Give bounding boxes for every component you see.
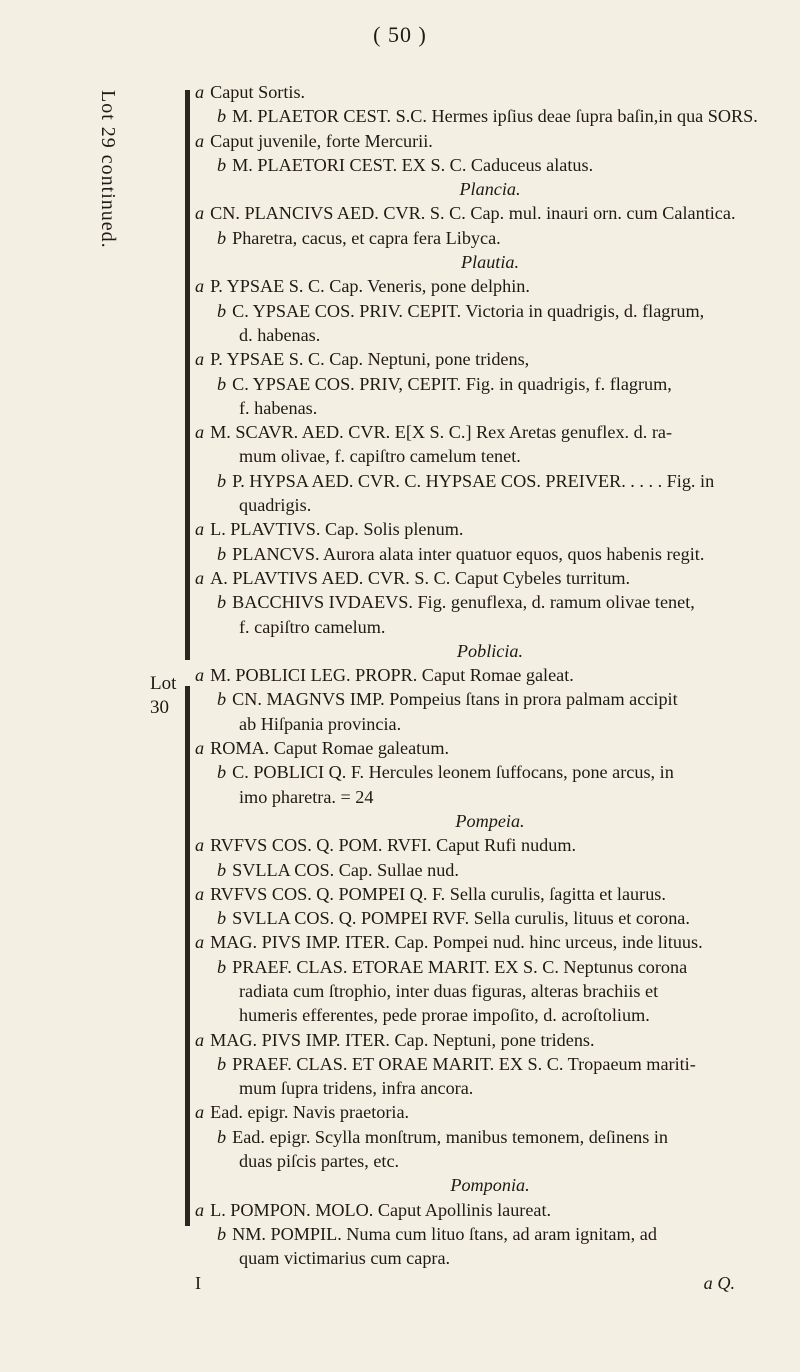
- entry-line: [195, 299, 785, 323]
- entry-line: [195, 687, 785, 711]
- entry-text: A. PLAVTIVS AED. CVR. S. C. Caput Cybeles turritum.: [210, 567, 631, 588]
- entry-text: PLANCVS. Aurora alata inter quatuor equos, quos habenis regit.: [232, 543, 705, 564]
- entry-text: M. SCAVR. AED. CVR. E[X S. C.] Rex Aretas genuflex. d. ra-: [210, 422, 672, 443]
- entry-line: [195, 1003, 785, 1027]
- entry-line: [195, 1222, 785, 1246]
- side-label: b: [217, 470, 227, 491]
- side-label: a: [195, 883, 205, 904]
- entry-text: PRAEF. CLAS. ET ORAE MARIT. EX S. C. Tropaeum mariti-: [232, 1053, 696, 1074]
- side-label: b: [217, 300, 227, 321]
- side-label: a: [195, 349, 205, 370]
- entry-line: [195, 930, 785, 954]
- entry-text: imo pharetra. = 24: [239, 786, 374, 807]
- entry-line: [195, 639, 785, 663]
- side-label: b: [217, 1053, 227, 1074]
- entry-text: quadrigis.: [239, 495, 312, 516]
- entry-text: Ead. epigr. Navis praetoria.: [210, 1102, 410, 1123]
- catchword: a Q.: [703, 1272, 735, 1293]
- side-label: a: [195, 130, 205, 151]
- entry-line: [195, 1198, 785, 1222]
- entry-text: radiata cum ſtrophio, inter duas figuras, alteras brachiis et: [239, 980, 659, 1001]
- side-label: a: [195, 932, 205, 953]
- side-label: a: [195, 1102, 205, 1123]
- entry-line: [195, 250, 785, 274]
- side-label: a: [195, 738, 205, 759]
- entry-text: CN. PLANCIVS AED. CVR. S. C. Cap. mul. inauri orn. cum Calantica.: [210, 203, 736, 224]
- entry-text: C. POBLICI Q. F. Hercules leonem ſuffocans, pone arcus, in: [232, 762, 674, 783]
- entry-text: M. PLAETOR CEST. S.C. Hermes ipſius deae ſupra baſin,in qua SORS.: [232, 106, 758, 127]
- entry-text: SVLLA COS. Cap. Sullae nud.: [232, 859, 459, 880]
- lot-bracket-rule-30: [185, 686, 190, 1226]
- entry-text: MAG. PIVS IMP. ITER. Cap. Pompei nud. hinc urceus, inde lituus.: [210, 932, 703, 953]
- page-footer: [195, 1271, 785, 1295]
- entry-text: CN. MAGNVS IMP. Pompeius ſtans in prora palmam accipit: [232, 689, 678, 710]
- entry-line: [195, 979, 785, 1003]
- entry-line: [195, 542, 785, 566]
- entry-line: [195, 615, 785, 639]
- side-label: b: [217, 1223, 227, 1244]
- entry-line: [195, 444, 785, 468]
- side-label: b: [217, 908, 227, 929]
- entry-text: mum olivae, f. capiſtro camelum tenet.: [239, 446, 521, 467]
- entry-text: Pompeia.: [455, 810, 525, 831]
- entry-text: Caput Sortis.: [210, 82, 306, 102]
- entry-text: C. YPSAE COS. PRIV, CEPIT. Fig. in quadrigis, f. flagrum,: [232, 373, 672, 394]
- entry-line: [195, 736, 785, 760]
- side-label: a: [195, 665, 205, 686]
- side-label: b: [217, 106, 227, 127]
- entry-text: d. habenas.: [239, 324, 321, 345]
- entry-line: [195, 1100, 785, 1124]
- entry-line: [195, 1076, 785, 1100]
- entry-text: quam victimarius cum capra.: [239, 1248, 451, 1269]
- side-label: b: [217, 227, 227, 248]
- entry-text: M. PLAETORI CEST. EX S. C. Caduceus alatus.: [232, 154, 594, 175]
- side-label: a: [195, 82, 205, 102]
- entry-text: M. POBLICI LEG. PROPR. Caput Romae galeat.: [210, 665, 574, 686]
- entry-line: [195, 1125, 785, 1149]
- entry-line: [195, 104, 785, 128]
- entry-line: [195, 1246, 785, 1270]
- side-label: b: [217, 689, 227, 710]
- entry-text: P. YPSAE S. C. Cap. Veneris, pone delphin.: [210, 276, 530, 297]
- side-label: b: [217, 859, 227, 880]
- entry-text: duas piſcis partes, etc.: [239, 1151, 400, 1172]
- entry-line: [195, 1028, 785, 1052]
- entry-line: [195, 177, 785, 201]
- entry-line: [195, 566, 785, 590]
- entry-line: [195, 663, 785, 687]
- entry-line: [195, 420, 785, 444]
- entry-text: Pharetra, cacus, et capra fera Libyca.: [232, 227, 501, 248]
- entry-text: L. PLAVTIVS. Cap. Solis plenum.: [210, 519, 464, 540]
- side-label: b: [217, 373, 227, 394]
- entry-line: [195, 201, 785, 225]
- entry-line: [195, 274, 785, 298]
- margin-note-lot-29: Lot 29 continued.: [97, 90, 119, 249]
- entry-text: MAG. PIVS IMP. ITER. Cap. Neptuni, pone tridens.: [210, 1029, 595, 1050]
- side-label: a: [195, 1029, 205, 1050]
- entries-text-block: [195, 80, 785, 1295]
- entry-text: SVLLA COS. Q. POMPEI RVF. Sella curulis, lituus et corona.: [232, 908, 690, 929]
- entry-text: P. HYPSA AED. CVR. C. HYPSAE COS. PREIVER. . . . . Fig. in: [232, 470, 715, 491]
- side-label: b: [217, 592, 227, 613]
- side-label: b: [217, 956, 227, 977]
- entry-text: P. YPSAE S. C. Cap. Neptuni, pone tridens,: [210, 349, 530, 370]
- entry-text: ROMA. Caput Romae galeatum.: [210, 738, 450, 759]
- entry-text: RVFVS COS. Q. POMPEI Q. F. Sella curulis, ſagitta et laurus.: [210, 883, 666, 904]
- entry-text: f. habenas.: [239, 397, 318, 418]
- entry-line: [195, 712, 785, 736]
- entry-line: [195, 590, 785, 614]
- entry-line: [195, 858, 785, 882]
- entry-line: [195, 1052, 785, 1076]
- signature-mark: I: [195, 1272, 202, 1293]
- entry-text: Plautia.: [460, 252, 520, 273]
- entry-text: BACCHIVS IVDAEVS. Fig. genuflexa, d. ramum olivae tenet,: [232, 592, 695, 613]
- margin-lot-number: 30: [150, 697, 169, 718]
- entry-text: Pomponia.: [450, 1175, 530, 1196]
- entry-line: [195, 396, 785, 420]
- entry-line: [195, 1173, 785, 1197]
- entry-text: NM. POMPIL. Numa cum lituo ſtans, ad aram ignitam, ad: [232, 1223, 657, 1244]
- entry-line: [195, 785, 785, 809]
- entry-line: [195, 226, 785, 250]
- side-label: a: [195, 567, 205, 588]
- side-label: a: [195, 276, 205, 297]
- entry-line: [195, 469, 785, 493]
- page-number: ( 50 ): [373, 22, 427, 47]
- entry-line: [195, 372, 785, 396]
- side-label: b: [217, 543, 227, 564]
- margin-note-lot-30: [150, 672, 176, 720]
- entry-text: Ead. epigr. Scylla monſtrum, manibus temonem, deſinens in: [232, 1126, 669, 1147]
- entry-line: [195, 347, 785, 371]
- entry-text: Plancia.: [459, 179, 521, 200]
- entry-line: [195, 760, 785, 784]
- entry-line: [195, 493, 785, 517]
- side-label: a: [195, 1199, 205, 1220]
- side-label: b: [217, 1126, 227, 1147]
- entry-text: humeris efferentes, pede prorae impoſito, d. acroſtolium.: [239, 1005, 650, 1026]
- side-label: b: [217, 762, 227, 783]
- side-label: a: [195, 203, 205, 224]
- side-label: b: [217, 154, 227, 175]
- entry-text: mum ſupra tridens, infra ancora.: [239, 1078, 474, 1099]
- side-label: a: [195, 519, 205, 540]
- entry-text: L. POMPON. MOLO. Caput Apollinis laureat.: [210, 1199, 552, 1220]
- entry-text: RVFVS COS. Q. POM. RVFI. Caput Rufi nudum.: [210, 835, 577, 856]
- entry-line: [195, 129, 785, 153]
- entry-text: Poblicia.: [456, 640, 524, 661]
- entry-text: PRAEF. CLAS. ETORAE MARIT. EX S. C. Neptunus corona: [232, 956, 688, 977]
- entry-text: Caput juvenile, forte Mercurii.: [210, 130, 433, 151]
- entry-text: ab Hiſpania provincia.: [239, 713, 402, 734]
- entry-line: [195, 955, 785, 979]
- entry-text: C. YPSAE COS. PRIV. CEPIT. Victoria in quadrigis, d. flagrum,: [232, 300, 705, 321]
- entry-line: [195, 80, 785, 104]
- lot-bracket-rule-29: [185, 90, 190, 660]
- side-label: a: [195, 835, 205, 856]
- side-label: a: [195, 422, 205, 443]
- entry-line: [195, 882, 785, 906]
- entry-line: [195, 1149, 785, 1173]
- margin-lot-label: Lot: [150, 673, 177, 694]
- entry-line: [195, 906, 785, 930]
- entry-line: [195, 153, 785, 177]
- entry-text: f. capiſtro camelum.: [239, 616, 386, 637]
- entry-line: [195, 517, 785, 541]
- entry-line: [195, 833, 785, 857]
- entry-line: [195, 809, 785, 833]
- entry-line: [195, 323, 785, 347]
